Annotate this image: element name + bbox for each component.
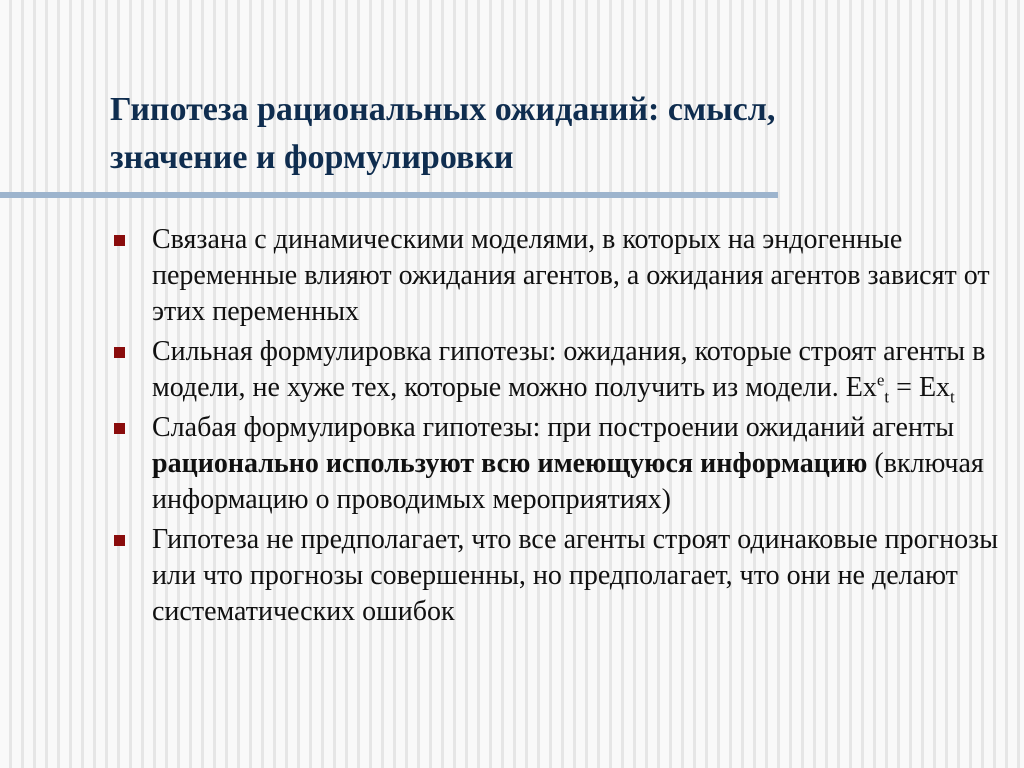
bullet-text-before: Слабая формулировка гипотезы: при построении ожиданий агенты (152, 412, 955, 443)
bullet-item-no-systematic-errors (112, 522, 1012, 630)
slide-title-line-2: значение и формулировки (110, 139, 514, 176)
title-underline (0, 192, 778, 198)
square-bullet-icon (114, 535, 125, 546)
square-bullet-icon (114, 347, 125, 358)
bullet-text: Связана с динамическими моделями, в которых на эндогенные переменные влияют ожидания агентов, а ожидания агентов зависят от этих переменных (152, 224, 990, 327)
bullet-text: Гипотеза не предполагает, что все агенты строят одинаковые прогнозы или что прогнозы совершенны, но предполагает, что они не делают систематических ошибок (152, 524, 999, 627)
bullet-text-after: (включая информацию о проводимых мероприятиях) (152, 448, 984, 515)
slide-title-line-1: Гипотеза рациональных ожиданий: смысл, (110, 91, 776, 128)
bullet-text-main: Сильная формулировка гипотезы: ожидания, которые строят агенты в модели, не хуже тех, которые можно получить из модели. (152, 336, 986, 403)
square-bullet-icon (114, 423, 125, 434)
bullet-text (152, 412, 984, 515)
square-bullet-icon (114, 235, 125, 246)
bullet-item-weak-formulation (112, 410, 1012, 518)
bullet-text-emphasis: рационально используют всю имеющуюся информацию (152, 448, 868, 479)
slide-title (110, 86, 970, 182)
formula-equals: = (889, 372, 919, 403)
bullet-item-strong-formulation (112, 334, 1012, 406)
bullet-item-dynamic-models (112, 222, 1012, 330)
bullet-list (112, 222, 1012, 634)
formula-rhs-subscript: t (950, 387, 955, 407)
formula-lhs-base: Ex (845, 372, 877, 403)
formula-lhs-subscript: t (884, 387, 890, 407)
formula (845, 370, 955, 407)
bullet-text (152, 336, 986, 407)
formula-lhs-superscript: e (876, 370, 885, 390)
formula-rhs-base: Ex (918, 372, 951, 403)
